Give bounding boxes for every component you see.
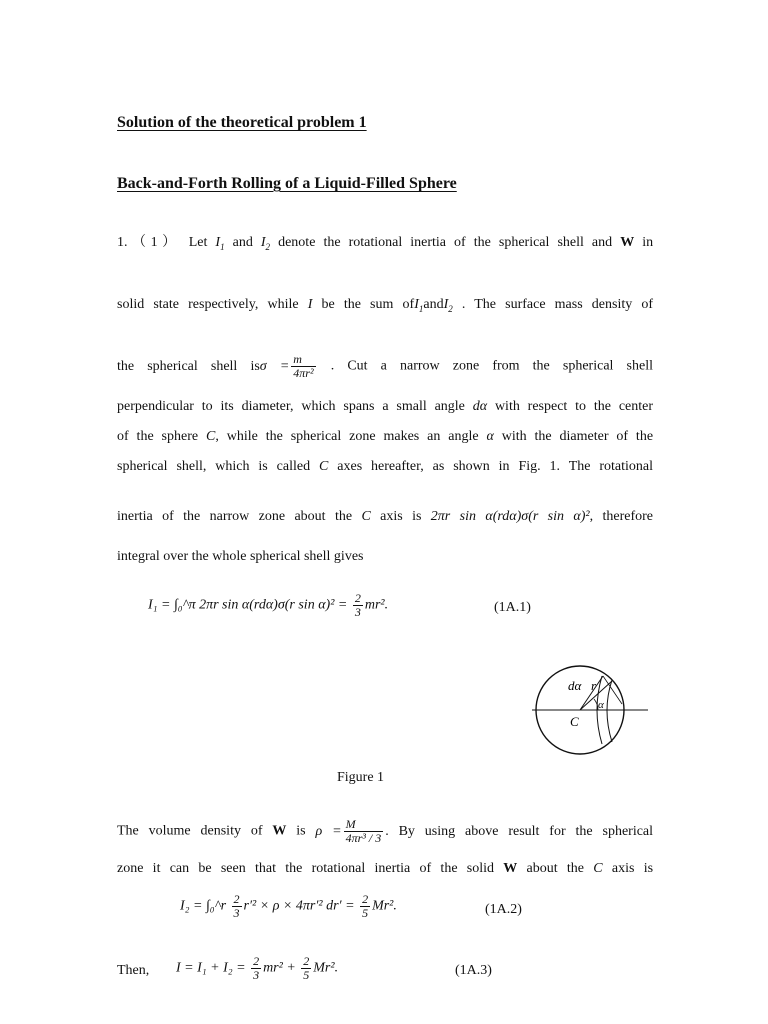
symbol-C: C xyxy=(593,861,603,876)
fraction-denominator: 3 xyxy=(233,906,240,920)
fraction-denominator: 4πr² xyxy=(293,366,314,380)
symbol-alpha: α xyxy=(486,429,494,444)
symbol-I2 xyxy=(444,297,453,312)
text-span: axes hereafter, as shown in Fig. 1. The rotational xyxy=(337,459,654,474)
symbol-rho: ρ = xyxy=(315,823,342,839)
problem-subtitle: Back-and-Forth Rolling of a Liquid-Filled Sphere xyxy=(117,175,457,192)
symbol-I2-base: I xyxy=(260,235,266,250)
symbol-I1-sub: 1 xyxy=(220,241,225,252)
paragraph-line-4 xyxy=(117,398,653,416)
text-span: is xyxy=(296,823,306,839)
symbol-I2-sub: 2 xyxy=(265,241,271,252)
inertia-expression: 2πr sin α(rdα)σ(r sin α)² xyxy=(430,509,590,524)
equation-label-1A3: (1A.3) xyxy=(455,963,492,978)
text-span: perpendicular to its diameter, which spans a small angle xyxy=(117,399,465,414)
fraction-denominator: 3 xyxy=(354,605,361,619)
paragraph-line-6 xyxy=(117,458,653,476)
text-span xyxy=(315,817,654,845)
equation-label-1A1: (1A.1) xyxy=(494,600,531,615)
text-span: , therefore xyxy=(589,509,654,524)
fraction-numerator: M xyxy=(344,818,384,832)
label-dalpha: dα xyxy=(568,678,582,693)
fraction xyxy=(344,818,384,845)
symbol-sigma: σ = xyxy=(259,358,290,374)
text-span xyxy=(431,509,653,524)
text-span: axis is xyxy=(380,509,422,524)
text-span: be the sum of xyxy=(321,297,415,312)
equation-label-1A2: (1A.2) xyxy=(485,902,522,917)
symbol-I: I xyxy=(307,297,313,312)
text-span: in xyxy=(642,235,654,250)
symbol-W: W xyxy=(620,235,635,250)
equation-1A3 xyxy=(176,955,338,982)
symbol-W: W xyxy=(272,823,287,839)
paragraph-line-5 xyxy=(117,428,653,446)
paragraph-line-7 xyxy=(117,508,653,526)
text-span xyxy=(117,352,318,380)
symbol-C: C xyxy=(361,509,371,524)
symbol-W: W xyxy=(503,861,518,876)
text-span: inertia of the narrow zone about the xyxy=(117,509,353,524)
text-span: The volume density of xyxy=(117,823,263,839)
equation-lhs: I₁ = ∫₀^π 2πr sin α(rdα)σ(r sin α)² = xyxy=(148,597,348,613)
paragraph-line-10 xyxy=(117,860,653,878)
paragraph-line-3 xyxy=(117,353,653,380)
fraction-numerator: 2 xyxy=(354,591,361,605)
fraction xyxy=(291,353,315,380)
text-span: about the xyxy=(526,861,585,876)
fraction-numerator: m xyxy=(291,353,315,367)
figure-caption: Figure 1 xyxy=(337,770,385,785)
paragraph-line-9 xyxy=(117,818,653,845)
text-span: with respect to the center xyxy=(494,399,654,414)
equation-1A1 xyxy=(148,592,388,619)
symbol-dalpha: dα xyxy=(472,399,488,414)
equation-1A2 xyxy=(180,893,397,920)
symbol-I1-sub: 1 xyxy=(418,303,424,314)
text-span: of the sphere xyxy=(117,429,199,444)
symbol-I2-base: I xyxy=(443,297,449,312)
fraction-denominator: 5 xyxy=(362,906,369,920)
fraction-numerator: 2 xyxy=(233,892,240,906)
text-span: . The surface mass density of xyxy=(461,297,654,312)
symbol-C: C xyxy=(206,429,216,444)
equation-middle: mr² + xyxy=(263,960,296,976)
item-number: 1.（1） xyxy=(117,235,181,250)
symbol-I1 xyxy=(414,297,423,312)
text-span: solid state respectively, while xyxy=(117,297,299,312)
fraction xyxy=(232,893,242,920)
symbol-I1 xyxy=(215,235,224,250)
fraction-numerator: 2 xyxy=(303,954,310,968)
text-span: . By using above result for the spherical xyxy=(385,823,654,839)
figure-1-diagram xyxy=(530,664,650,756)
text-span: Let xyxy=(188,235,208,250)
fraction xyxy=(251,955,261,982)
text-span xyxy=(322,297,453,312)
equation-rhs: mr². xyxy=(364,597,389,613)
equation-rhs: Mr². xyxy=(372,898,397,914)
paragraph-line-2 xyxy=(117,296,653,318)
symbol-C: C xyxy=(319,459,329,474)
text-span: , while the spherical zone makes an angle xyxy=(215,429,479,444)
symbol-I2 xyxy=(261,235,270,250)
then-label: Then, xyxy=(117,963,150,978)
fraction-denominator: 5 xyxy=(303,968,310,982)
label-C: C xyxy=(570,714,579,729)
text-span: denote the rotational inertia of the spherical shell and xyxy=(278,235,613,250)
equation-middle: r′² × ρ × 4πr′² dr′ = xyxy=(243,898,355,914)
text-span: spherical shell, which is called xyxy=(117,459,311,474)
paragraph-line-8: integral over the whole spherical shell gives xyxy=(117,549,364,564)
fraction-numerator: 2 xyxy=(362,892,369,906)
text-span: the spherical shell is xyxy=(117,358,260,374)
label-r: r xyxy=(591,678,597,693)
page-title: Solution of the theoretical problem 1 xyxy=(117,114,367,131)
fraction xyxy=(353,592,363,619)
fraction-denominator: 3 xyxy=(253,968,260,982)
equation-rhs: Mr². xyxy=(313,960,339,976)
text-span: and xyxy=(232,235,253,250)
equation-lhs: I = I₁ + I₂ = xyxy=(176,960,246,976)
fraction-numerator: 2 xyxy=(253,954,260,968)
label-alpha: α xyxy=(598,699,604,711)
zone-arc-outer xyxy=(607,680,612,742)
paragraph-line-1 xyxy=(117,234,653,256)
text-span: . Cut a narrow zone from the spherical shell xyxy=(330,358,653,374)
symbol-I2-sub: 2 xyxy=(448,303,453,314)
fraction xyxy=(301,955,311,982)
text-span xyxy=(117,429,479,444)
fraction xyxy=(360,893,370,920)
fraction-denominator: 4πr³ / 3 xyxy=(345,831,382,845)
symbol-I1-base: I xyxy=(215,235,221,250)
equation-lhs: I₂ = ∫₀^r xyxy=(180,898,227,914)
text-span: axis is xyxy=(611,861,654,876)
text-span: with the diameter of the xyxy=(501,429,654,444)
text-span: and xyxy=(423,297,444,312)
text-span: zone it can be seen that the rotational inertia of the solid xyxy=(117,861,495,876)
symbol-I1-base: I xyxy=(414,297,419,312)
